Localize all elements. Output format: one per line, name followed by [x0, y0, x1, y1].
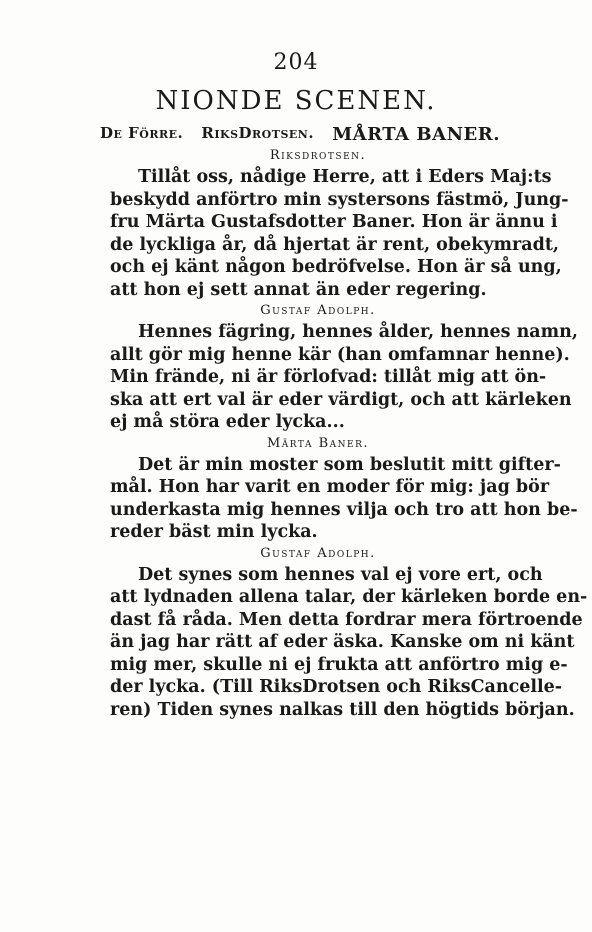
speech — [110, 454, 578, 544]
speech — [110, 166, 569, 301]
speech-line: fru Märta Gustafsdotter Baner. Hon är ännu i — [110, 212, 558, 232]
speech-line: allt gör mig henne kär (han omfamnar henne). — [110, 344, 570, 365]
speech-line: att lydnaden allena talar, der kärleken borde en- — [110, 587, 588, 607]
speech-line: underkasta mig hennes vilja och tro att hon be- — [110, 499, 578, 520]
character-list — [100, 124, 500, 145]
speaker-name: Riksdrotsen. — [269, 148, 367, 163]
speech-line: reder bäst min lycka. — [110, 522, 318, 542]
speech-line: de lyckliga år, då hjertat är rent, obekymradt, — [110, 234, 559, 255]
speaker-name: Gustaf Adolph. — [260, 545, 376, 561]
speech-line: der lycka. (Till RiksDrotsen och RiksCancelle- — [110, 677, 563, 697]
speech-line: Tillåt oss, nådige Herre, att i Eders Maj:ts — [138, 167, 552, 187]
speech — [110, 321, 578, 434]
speech-line: ska att ert val är eder värdigt, och att kärleken — [110, 389, 572, 410]
dialogue-block — [110, 434, 578, 544]
dialogue-block — [110, 301, 578, 434]
speech-line: ren) Tiden synes nalkas till den högtids början. — [110, 699, 575, 720]
speaker-name: Gustaf Adolph. — [260, 303, 376, 318]
speech-line: Det synes som hennes val ej vore ert, och — [138, 564, 543, 585]
speech-line: Hennes fägring, hennes ålder, hennes namn, — [138, 322, 578, 342]
character-riksdrotsen: RiksDrotsen. — [201, 124, 315, 142]
character-de-forre: De Förre. — [100, 124, 184, 142]
speech-line: ej må störa eder lycka... — [110, 412, 345, 432]
speech-line: mål. Hon har varit en moder för mig: jag bör — [110, 477, 550, 497]
speech-line: än jag har rätt af eder äska. Kanske om ni känt — [110, 632, 575, 652]
speech-line: beskydd anförtro min systersons fästmö, Jung- — [110, 189, 569, 210]
character-marta-baner: MÅRTA BANER. — [332, 124, 500, 145]
speech-line: dast få råda. Men detta fordrar mera förtroende — [110, 609, 583, 630]
scene-title: NIONDE SCENEN. — [155, 86, 437, 116]
speech-line: att hon ej sett annat än eder regering. — [110, 279, 487, 300]
page-number: 204 — [273, 50, 319, 75]
speaker-name: Märta Baner. — [267, 435, 369, 451]
speech — [110, 564, 588, 722]
dialogue — [110, 146, 588, 721]
dialogue-block — [110, 146, 569, 301]
dialogue-block — [110, 544, 588, 722]
speech-line: och ej känt någon bedröfvelse. Hon är så ung, — [110, 257, 562, 277]
speech-line: Min frände, ni är förlofvad: tillåt mig att ön- — [110, 367, 547, 387]
speech-line: Det är min moster som beslutit mitt gifter- — [138, 454, 561, 475]
speech-line: mig mer, skulle ni ej frukta att anförtro mig e- — [110, 654, 568, 675]
